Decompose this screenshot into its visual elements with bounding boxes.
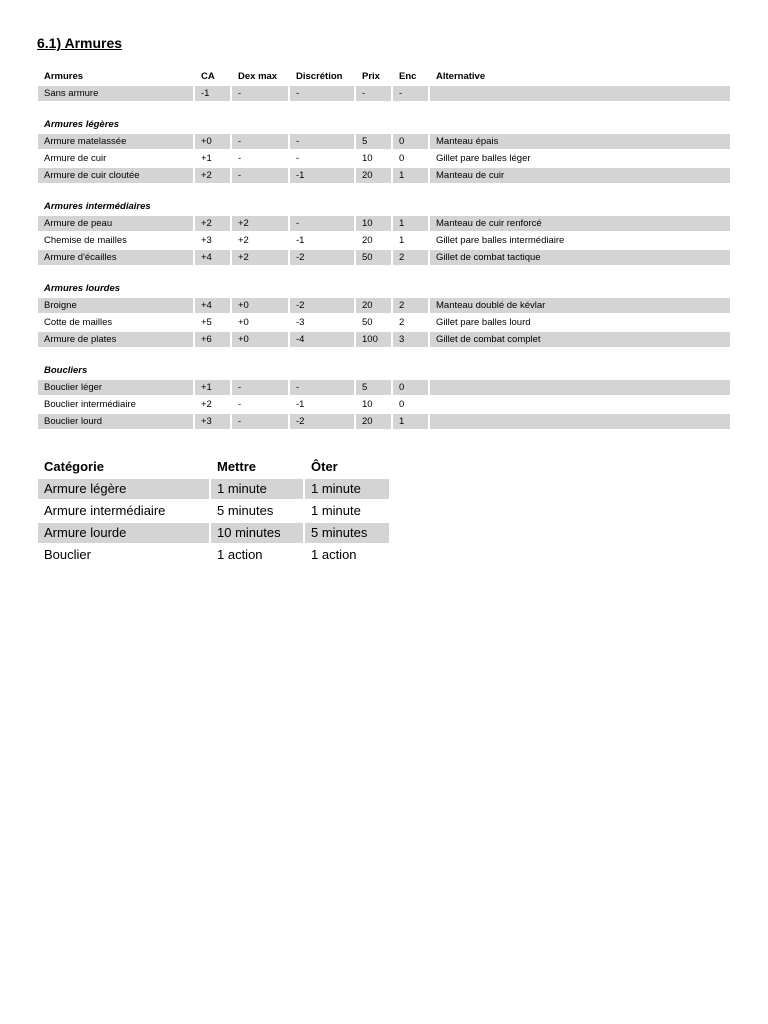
table-cell: - (232, 414, 290, 431)
table-cell: 10 (356, 151, 393, 168)
section-title: Boucliers (38, 363, 732, 380)
table-cell: Armure lourde (38, 523, 211, 545)
table-row (38, 414, 732, 431)
spacer-cell (38, 267, 732, 281)
table-row (38, 134, 732, 151)
table-cell: Gillet de combat complet (430, 332, 732, 349)
table-cell: 50 (356, 315, 393, 332)
table-cell: 0 (393, 397, 430, 414)
table-cell: 1 (393, 216, 430, 233)
table-cell: Bouclier (38, 545, 211, 567)
spacer-row (38, 185, 732, 199)
table-cell: Broigne (38, 298, 195, 315)
column-header: Mettre (211, 457, 305, 479)
table-cell: Bouclier intermédiaire (38, 397, 195, 414)
table-cell (430, 397, 732, 414)
table-row (38, 545, 391, 567)
section-title: Armures intermédiaires (38, 199, 732, 216)
table-cell: - (290, 216, 356, 233)
table-cell: 1 minute (211, 479, 305, 501)
table-cell: 2 (393, 250, 430, 267)
table-cell: 5 minutes (305, 523, 391, 545)
column-header: Discrétion (290, 69, 356, 86)
table-cell: Cotte de mailles (38, 315, 195, 332)
table-cell: -2 (290, 250, 356, 267)
table-cell: -2 (290, 414, 356, 431)
section-title: Armures lourdes (38, 281, 732, 298)
table-cell: 20 (356, 298, 393, 315)
table-cell: 1 action (305, 545, 391, 567)
table-cell: - (290, 86, 356, 103)
table-cell: +0 (195, 134, 232, 151)
table-cell: Armure de plates (38, 332, 195, 349)
table-cell: - (232, 86, 290, 103)
table-cell: +6 (195, 332, 232, 349)
table-cell: +1 (195, 151, 232, 168)
table-cell (430, 414, 732, 431)
table-cell: +0 (232, 332, 290, 349)
section-header-row (38, 199, 732, 216)
table-cell: -1 (195, 86, 232, 103)
table-row (38, 250, 732, 267)
table-cell: 0 (393, 151, 430, 168)
table-cell: +0 (232, 298, 290, 315)
table-cell: +5 (195, 315, 232, 332)
donning-time-table (38, 457, 391, 567)
table-cell: Armure matelassée (38, 134, 195, 151)
table-row (38, 298, 732, 315)
table-cell: +1 (195, 380, 232, 397)
table-cell: Armure d'écailles (38, 250, 195, 267)
table-row (38, 151, 732, 168)
table-cell: 1 (393, 233, 430, 250)
table-cell: 3 (393, 332, 430, 349)
section-header-row (38, 363, 732, 380)
table-cell: 2 (393, 315, 430, 332)
table-cell: Manteau de cuir (430, 168, 732, 185)
table-cell: +2 (232, 233, 290, 250)
table-header-row (38, 69, 732, 86)
table-cell: +0 (232, 315, 290, 332)
column-header: Alternative (430, 69, 732, 86)
table-cell: Bouclier lourd (38, 414, 195, 431)
spacer-row (38, 103, 732, 117)
table-cell: 2 (393, 298, 430, 315)
column-header: CA (195, 69, 232, 86)
section-header-row (38, 281, 732, 298)
table-cell: +3 (195, 233, 232, 250)
table-row (38, 380, 732, 397)
table-cell: - (232, 380, 290, 397)
armor-table (38, 69, 732, 431)
table-cell: 5 (356, 380, 393, 397)
table-cell: Manteau épais (430, 134, 732, 151)
table-cell: - (232, 151, 290, 168)
table-cell: -4 (290, 332, 356, 349)
table-cell: Armure de cuir (38, 151, 195, 168)
spacer-row (38, 267, 732, 281)
table-cell: +4 (195, 298, 232, 315)
table-cell: 20 (356, 414, 393, 431)
table-cell (430, 86, 732, 103)
table-cell: -3 (290, 315, 356, 332)
table-cell: 10 (356, 397, 393, 414)
table-cell: 20 (356, 233, 393, 250)
table-cell: +2 (195, 216, 232, 233)
table-cell: Armure de cuir cloutée (38, 168, 195, 185)
table-cell: 1 action (211, 545, 305, 567)
table-cell: Gillet de combat tactique (430, 250, 732, 267)
table-cell (430, 380, 732, 397)
table-cell: 10 (356, 216, 393, 233)
table-cell: - (290, 151, 356, 168)
section-title: Armures légères (38, 117, 732, 134)
table-cell: +2 (232, 250, 290, 267)
table-cell: -1 (290, 233, 356, 250)
table-cell: 50 (356, 250, 393, 267)
table-cell: Sans armure (38, 86, 195, 103)
table-cell: -1 (290, 168, 356, 185)
table-cell: - (232, 397, 290, 414)
table-cell: Armure de peau (38, 216, 195, 233)
column-header: Enc (393, 69, 430, 86)
table-cell: +2 (195, 168, 232, 185)
spacer-row (38, 349, 732, 363)
table-cell: 0 (393, 380, 430, 397)
table-cell: 5 minutes (211, 501, 305, 523)
table-cell: +4 (195, 250, 232, 267)
table-cell: - (232, 168, 290, 185)
table-cell: 0 (393, 134, 430, 151)
table-cell: +2 (195, 397, 232, 414)
table-cell: Manteau doublé de kévlar (430, 298, 732, 315)
table-cell: -2 (290, 298, 356, 315)
table-cell: +2 (232, 216, 290, 233)
table-cell: 1 (393, 414, 430, 431)
table-row (38, 233, 732, 250)
table-cell: - (290, 134, 356, 151)
table-cell: - (356, 86, 393, 103)
table-row (38, 332, 732, 349)
table-cell: Chemise de mailles (38, 233, 195, 250)
table-row (38, 397, 732, 414)
table-cell: 1 (393, 168, 430, 185)
table-cell: - (232, 134, 290, 151)
table-cell: 10 minutes (211, 523, 305, 545)
spacer-cell (38, 103, 732, 117)
table-cell: 20 (356, 168, 393, 185)
table-cell: Armure intermédiaire (38, 501, 211, 523)
table-cell: Gillet pare balles léger (430, 151, 732, 168)
spacer-cell (38, 185, 732, 199)
column-header: Dex max (232, 69, 290, 86)
table-cell: Bouclier léger (38, 380, 195, 397)
table-cell: +3 (195, 414, 232, 431)
table-cell: - (290, 380, 356, 397)
table-row (38, 168, 732, 185)
table-cell: - (393, 86, 430, 103)
column-header: Armures (38, 69, 195, 86)
table-cell: -1 (290, 397, 356, 414)
table-cell: Manteau de cuir renforcé (430, 216, 732, 233)
table-row (38, 216, 732, 233)
table-row (38, 523, 391, 545)
table-cell: Gillet pare balles lourd (430, 315, 732, 332)
column-header: Catégorie (38, 457, 211, 479)
table-row (38, 315, 732, 332)
table-row (38, 86, 732, 103)
table-cell: Gillet pare balles intermédiaire (430, 233, 732, 250)
table-cell: Armure légère (38, 479, 211, 501)
page-title: 6.1) Armures (37, 35, 123, 51)
section-header-row (38, 117, 732, 134)
table-row (38, 501, 391, 523)
table-cell: 1 minute (305, 501, 391, 523)
column-header: Prix (356, 69, 393, 86)
table-cell: 100 (356, 332, 393, 349)
spacer-cell (38, 349, 732, 363)
table-cell: 1 minute (305, 479, 391, 501)
table-header-row (38, 457, 391, 479)
table-cell: 5 (356, 134, 393, 151)
column-header: Ôter (305, 457, 391, 479)
table-row (38, 479, 391, 501)
